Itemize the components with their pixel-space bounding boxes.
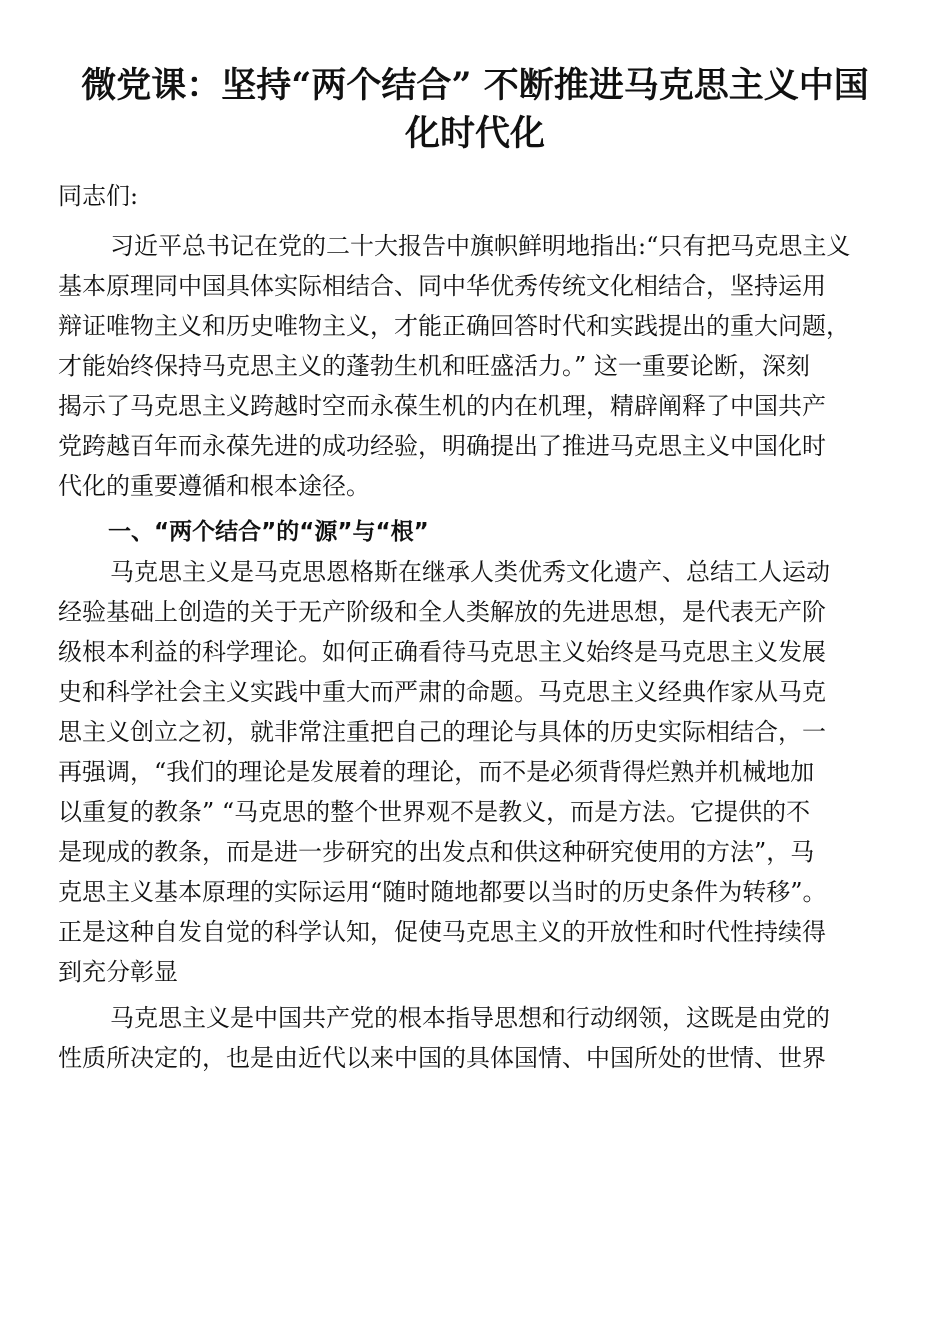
section-paragraph-2	[58, 998, 892, 1078]
intro-line-6: 党跨越百年而永葆先进的成功经验，明确提出了推进马克思主义中国化时	[58, 432, 826, 460]
section-paragraph-1-line-2: 经验基础上创造的关于无产阶级和全人类解放的先进思想，是代表无产阶	[58, 598, 826, 626]
section-paragraph-1-line-10: 正是这种自发自觉的科学认知，促使马克思主义的开放性和时代性持续得	[58, 918, 826, 946]
document-title	[40, 62, 910, 158]
intro-line-3: 辩证唯物主义和历史唯物主义，才能正确回答时代和实践提出的重大问题，	[58, 312, 850, 340]
intro-line-7: 代化的重要遵循和根本途径。	[58, 472, 370, 500]
section-paragraph-2-line-2: 性质所决定的，也是由近代以来中国的具体国情、中国所处的世情、世界	[58, 1044, 826, 1072]
title-line-1: 微党课：坚持“两个结合” 不断推进马克思主义中国	[81, 65, 869, 106]
intro-line-2: 基本原理同中国具体实际相结合、同中华优秀传统文化相结合，坚持运用	[58, 272, 826, 300]
section-paragraph-1-line-11: 到充分彰显	[58, 958, 178, 986]
section-paragraph-1-line-1: 马克思主义是马克思恩格斯在继承人类优秀文化遗产、总结工人运动	[110, 558, 830, 586]
section-paragraph-1-line-8: 是现成的教条，而是进一步研究的出发点和供这种研究使用的方法”，马	[58, 838, 815, 866]
section-paragraph-1-line-4: 史和科学社会主义实践中重大而严肃的命题。马克思主义经典作家从马克	[58, 678, 826, 706]
section-paragraph-1-line-5: 思主义创立之初，就非常注重把自己的理论与具体的历史实际相结合，一	[58, 718, 826, 746]
intro-paragraph	[58, 226, 892, 506]
section-paragraph-1-line-3: 级根本利益的科学理论。如何正确看待马克思主义始终是马克思主义发展	[58, 638, 826, 666]
section-paragraph-1-line-6: 再强调，“我们的理论是发展着的理论，而不是必须背得烂熟并机械地加	[58, 758, 815, 786]
title-line-2: 化时代化	[404, 113, 545, 154]
intro-line-1: 习近平总书记在党的二十大报告中旗帜鲜明地指出:“只有把马克思主义	[110, 232, 851, 260]
intro-line-5: 揭示了马克思主义跨越时空而永葆生机的内在机理，精辟阐释了中国共产	[58, 392, 826, 420]
section-paragraph-1-line-7: 以重复的教条” “马克思的整个世界观不是教义，而是方法。它提供的不	[58, 798, 811, 826]
salutation: 同志们:	[58, 182, 139, 210]
section-paragraph-1-line-9: 克思主义基本原理的实际运用“随时随地都要以当时的历史条件为转移”。	[58, 878, 827, 906]
section-heading: 一、“两个结合”的“源”与“根”	[108, 519, 429, 545]
section-paragraph-2-line-1: 马克思主义是中国共产党的根本指导思想和行动纲领，这既是由党的	[110, 1004, 830, 1032]
section-paragraph-1	[58, 552, 892, 992]
document-body	[58, 176, 892, 1084]
intro-line-4: 才能始终保持马克思主义的蓬勃生机和旺盛活力。” 这一重要论断，深刻	[58, 352, 810, 380]
